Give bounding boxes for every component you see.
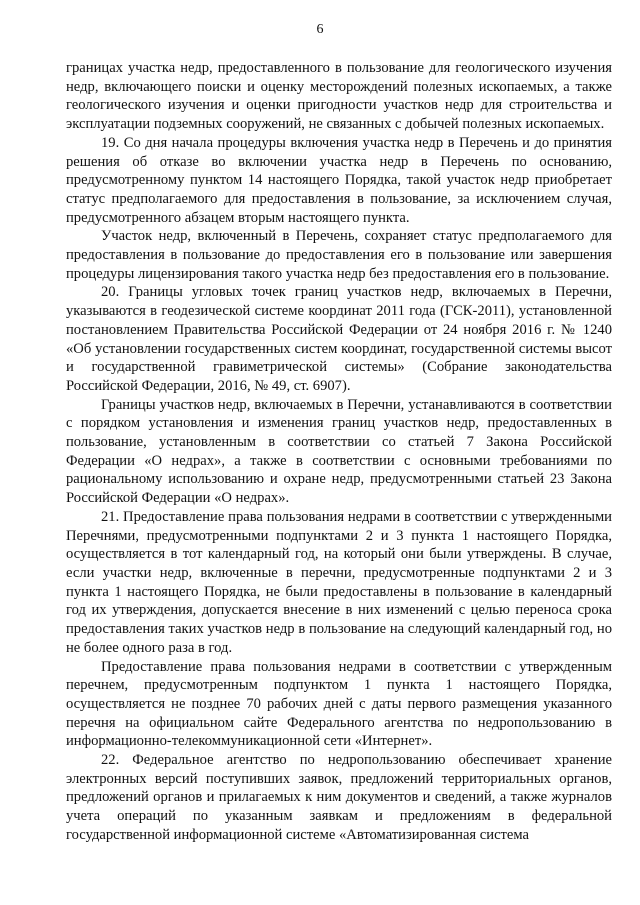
paragraph-item-20: 20. Границы угловых точек границ участков недр, включаемых в Перечни, указываются в геодезической системе координат 2011 года (ГСК-2011), установленной постановлением Правительства Российской Федерации от 24 ноября 2016 г. № 1240 «Об установлении государственных систем координат, государственной системы высот и государственной гравиметрической системы» (Собрание законодательства Российской Федерации, 2016, № 49, ст. 6907).	[66, 284, 612, 394]
paragraph-item-19: 19. Со дня начала процедуры включения участка недр в Перечень и до принятия решения об отказе во включении участка недр в Перечень по основанию, предусмотренному пунктом 14 настоящего Порядка, такой участок недр приобретает статус предполагаемого для предоставления в пользование, за исключением случая, предусмотренного абзацем вторым настоящего пункта.	[66, 134, 612, 226]
paragraph-provision-deadline: Предоставление права пользования недрами в соответствии с утвержденным перечнем, предусмотренным подпунктом 1 пункта 1 настоящего Порядка, осуществляется не позднее 70 рабочих дней с даты первого размещения указанного перечня на официальном сайте Федерального агентства по недропользованию в информационно-телекоммуникационной сети «Интернет».	[66, 658, 612, 750]
paragraph-boundaries: Границы участков недр, включаемых в Перечни, устанавливаются в соответствии с порядком установления и изменения границ участков недр, предоставленных в пользование, установленным в соответствии со статьей 7 Закона Российской Федерации «О недрах», а также в соответствии с основными требованиями по рациональному использованию и охране недр, предусмотренными статьей 23 Закона Российской Федерации «О недрах».	[66, 396, 612, 507]
paragraph-status-retention: Участок недр, включенный в Перечень, сохраняет статус предполагаемого для предоставления в пользование до предоставления его в пользование или завершения процедуры лицензирования такого участка недр без предоставления его в пользование.	[66, 228, 612, 282]
paragraph-continuation: границах участка недр, предоставленного в пользование для геологического изучения недр, включающего поиски и оценку месторождений полезных ископаемых, а также геологического изучения и оценки пригодности участков недр для строительства и эксплуатации подземных сооружений, не связанных с добычей полезных ископаемых.	[66, 60, 612, 133]
document-body	[66, 59, 612, 845]
page-number: 6	[316, 22, 324, 37]
paragraph-item-22: 22. Федеральное агентство по недропользованию обеспечивает хранение электронных версий поступивших заявок, предложений территориальных органов, предложений органов и прилагаемых к ним документов и сведений, а также журналов учета операций по указанным заявкам и предложениям в федеральной государственной информационной системе «Автоматизированная система	[66, 752, 612, 843]
paragraph-item-21: 21. Предоставление права пользования недрами в соответствии с утвержденными Перечнями, предусмотренными подпунктами 2 и 3 пункта 1 настоящего Порядка, осуществляется в тот календарный год, на который они были утверждены. В случае, если участки недр, включенные в перечни, предусмотренные подпунктами 2 и 3 пункта 1 настоящего Порядка, не были предоставлены в пользование в календарный год их утверждения, допускается внесение в них изменений с целью переноса срока предоставления таких участков недр в пользование на следующий календарный год, но не более одного раза в год.	[66, 508, 612, 656]
